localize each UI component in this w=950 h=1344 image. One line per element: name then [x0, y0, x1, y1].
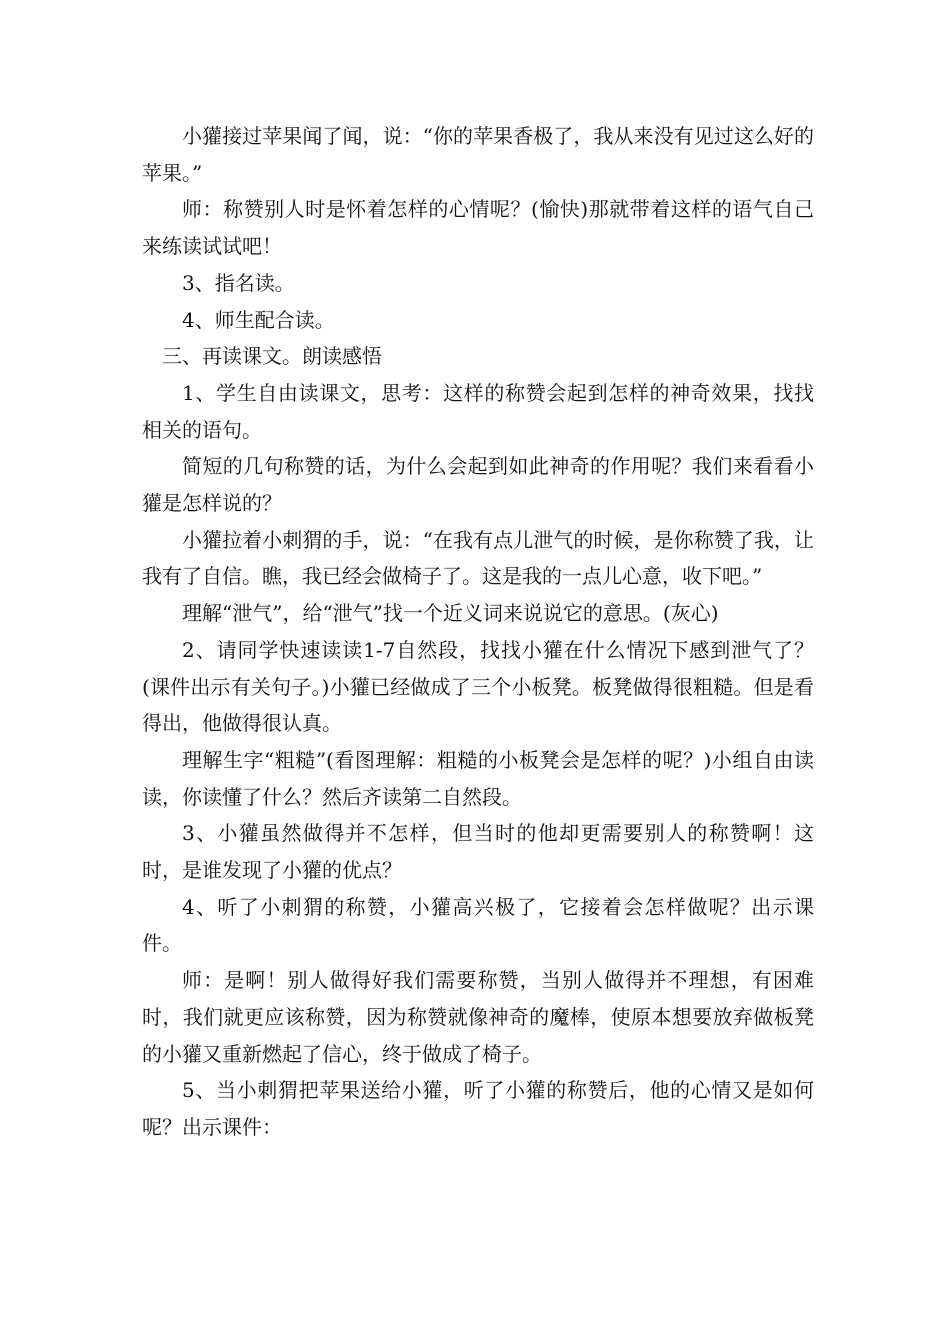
paragraph-14: 师：是啊！别人做得好我们需要称赞，当别人做得并不理想，有困难时，我们就更应该称赞，因为称赞就像神奇的魔棒，使原本想要放弃做板凳的小獾又重新燃起了信心，终于做成了椅子。 — [142, 968, 814, 1066]
section-heading: 三、再读课文。朗读感悟 — [162, 344, 382, 369]
paragraph-15: 5、当小刺猬把苹果送给小獾，听了小獾的称赞后，他的心情又是如何呢？出示课件： — [142, 1078, 814, 1139]
paragraph-7: 简短的几句称赞的话，为什么会起到如此神奇的作用呢？我们来看看小獾是怎样说的？ — [142, 454, 814, 516]
paragraph-6: 1、学生自由读课文，思考：这样的称赞会起到怎样的神奇效果，找找相关的语句。 — [142, 380, 814, 442]
paragraph-10: 2、请同学快速读读1-7自然段，找找小獾在什么情况下感到泄气了？ (课件出示有关句子。)小獾已经做成了三个小板凳。板凳做得很粗糙。但是看得出，他做得很认真。 — [142, 637, 814, 736]
paragraph-1: 小獾接过苹果闻了闻，说：“你的苹果香极了，我从来没有见过这么好的苹果。” — [142, 124, 814, 185]
paragraph-2: 师：称赞别人时是怀着怎样的心情呢？(愉快)那就带着这样的语气自己来练读试试吧！ — [142, 197, 814, 259]
paragraph-3: 3、指名读。 — [182, 270, 295, 295]
paragraph-9: 理解“泄气”，给“泄气”找一个近义词来说说它的意思。(灰心) — [182, 601, 719, 626]
paragraph-8: 小獾拉着小刺猬的手，说：“在我有点儿泄气的时候，是你称赞了我，让我有了自信。瞧，我已经会做椅子了。这是我的一点儿心意，收下吧。” — [142, 527, 814, 589]
paragraph-13: 4、听了小刺猬的称赞，小獾高兴极了，它接着会怎样做呢？出示课件。 — [142, 894, 814, 956]
paragraph-11: 理解生字“粗糙”(看图理解：粗糙的小板凳会是怎样的呢？)小组自由读读，你读懂了什么？然后齐读第二自然段。 — [142, 747, 814, 809]
paragraph-12: 3、小獾虽然做得并不怎样，但当时的他却更需要别人的称赞啊！这时，是谁发现了小獾的优点？ — [142, 821, 814, 883]
paragraph-4: 4、师生配合读。 — [182, 307, 335, 332]
document-page — [142, 118, 814, 1146]
